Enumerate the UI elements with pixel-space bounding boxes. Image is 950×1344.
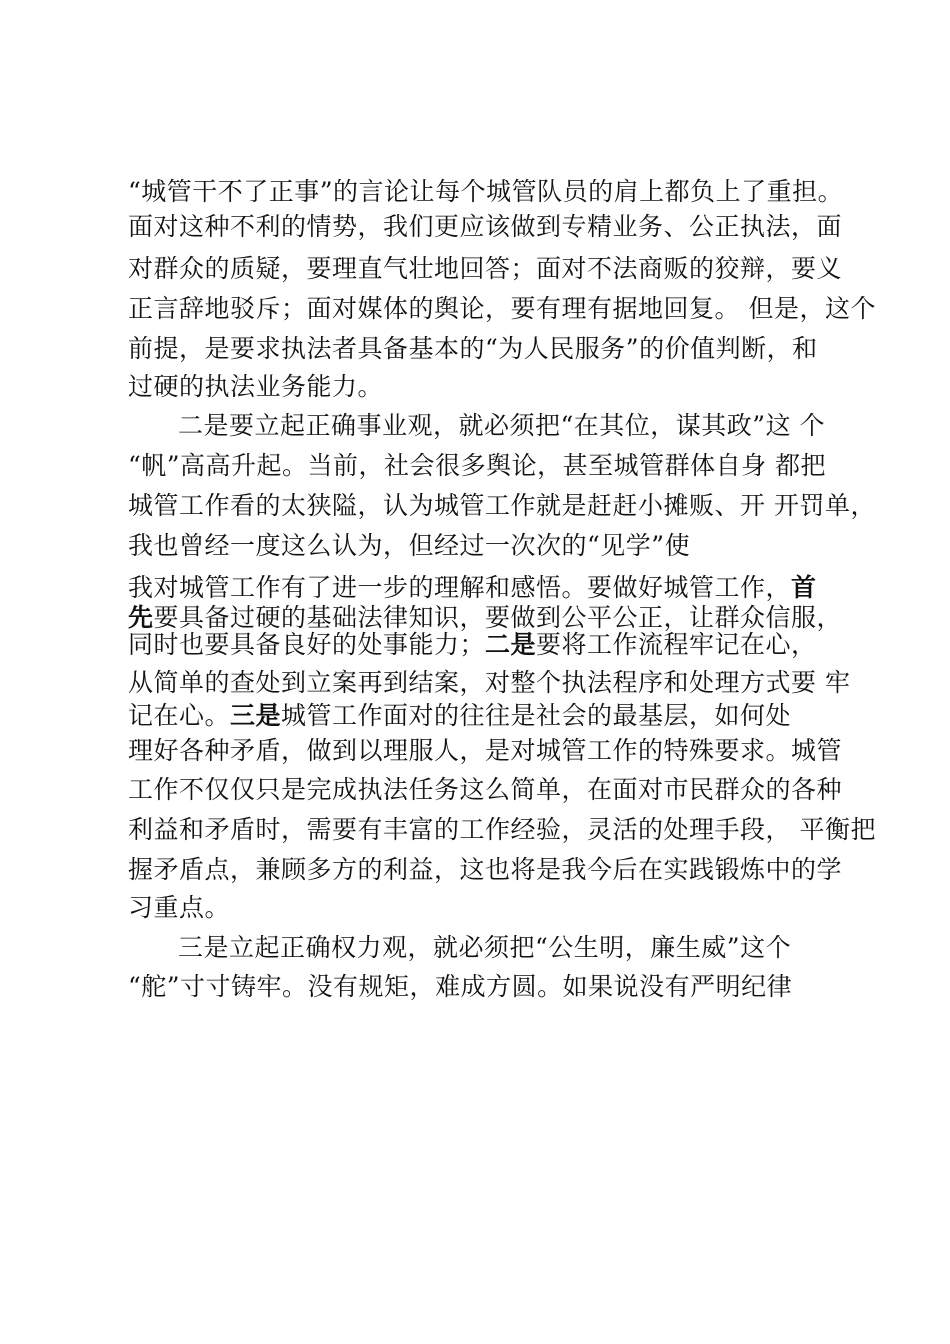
text-run: 同时也要具备良好的处事能力； bbox=[128, 630, 486, 659]
text-line: 正言辞地驳斥；面对媒体的舆论，要有理有据地回复。 但是，这个 bbox=[128, 294, 876, 323]
text-run: 要将工作流程牢记在心， bbox=[536, 630, 817, 659]
text-line: 过硬的执法业务能力。 bbox=[128, 372, 384, 401]
text-line: 习重点。 bbox=[128, 893, 231, 922]
text-line: 前提，是要求执法者具备基本的“为人民服务”的价值判断，和 bbox=[128, 334, 818, 363]
text-line: 利益和矛盾时，需要有丰富的工作经验，灵活的处理手段， 平衡把 bbox=[128, 815, 876, 844]
text-run: 记在心。 bbox=[128, 701, 231, 730]
text-line: “舵”寸寸铸牢。没有规矩，难成方圆。如果说没有严明纪律 bbox=[128, 972, 793, 1001]
paragraph-2-first-line: 二是要立起正确事业观，就必须把“在其位，谋其政”这 个 bbox=[178, 411, 826, 440]
text-line: “城管干不了正事”的言论让每个城管队员的肩上都负上了重担。 bbox=[128, 177, 844, 206]
text-run: 要具备过硬的基础法律知识，要做到公平公正，让群众信服， bbox=[153, 603, 843, 632]
text-line: 城管工作看的太狭隘，认为城管工作就是赶赶小摊贩、开 开罚单， bbox=[128, 491, 876, 520]
text-line bbox=[128, 701, 791, 731]
text-line: 理好各种矛盾，做到以理服人，是对城管工作的特殊要求。城管 bbox=[128, 736, 843, 765]
paragraph-3-first-line: 三是立起正确权力观，就必须把“公生明，廉生威”这个 bbox=[178, 933, 792, 962]
text-line bbox=[128, 603, 842, 633]
text-line: 从简单的查处到立案再到结案，对整个执法程序和处理方式要 牢 bbox=[128, 668, 851, 697]
text-line: 面对这种不利的情势，我们更应该做到专精业务、公正执法，面 bbox=[128, 212, 843, 241]
bold-run: 首 bbox=[791, 573, 817, 602]
bold-run: 先 bbox=[128, 603, 154, 632]
text-run: 我对城管工作有了进一步的理解和感悟。要做好城管工作， bbox=[128, 573, 792, 602]
bold-run: 三是 bbox=[230, 701, 282, 730]
text-line: 握矛盾点，兼顾多方的利益，这也将是我今后在实践锻炼中的学 bbox=[128, 855, 843, 884]
bold-run: 二是 bbox=[485, 630, 537, 659]
text-line: 工作不仅仅只是完成执法任务这么简单，在面对市民群众的各种 bbox=[128, 775, 843, 804]
text-line: 我也曾经一度这么认为，但经过一次次的“见学”使 bbox=[128, 531, 691, 560]
text-line: “帆”高高升起。当前，社会很多舆论，甚至城管群体自身 都把 bbox=[128, 451, 827, 480]
text-run: 城管工作面对的往往是社会的最基层，如何处 bbox=[281, 701, 792, 730]
text-line bbox=[128, 573, 817, 603]
text-line bbox=[128, 630, 817, 660]
text-line: 对群众的质疑，要理直气壮地回答；面对不法商贩的狡辩，要义 bbox=[128, 254, 843, 283]
